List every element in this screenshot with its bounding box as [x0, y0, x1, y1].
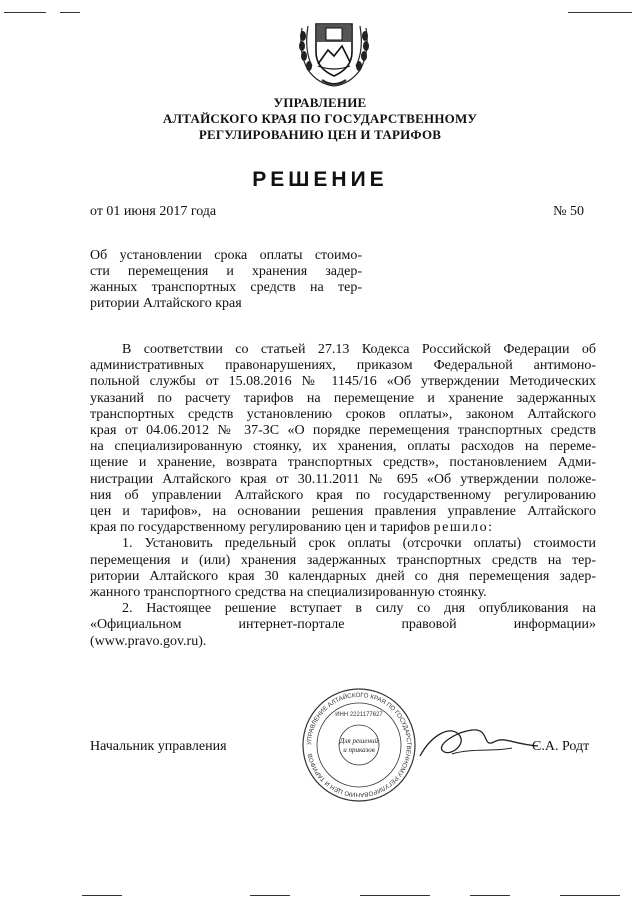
- scan-edge-mark: [82, 895, 122, 896]
- document-title: РЕШЕНИЕ: [252, 168, 388, 191]
- subject-line: ритории Алтайского края: [90, 296, 242, 311]
- scan-edge-mark: [250, 895, 290, 896]
- scan-edge-mark: [560, 895, 620, 896]
- body-line: административных правонарушениях, приказом Федеральной антимоно-: [90, 358, 596, 374]
- signer-position: Начальник управления: [90, 739, 227, 754]
- body-line: «Официальном интернет-портале правовой информации»: [90, 617, 596, 633]
- body-line: перемещения и (или) хранения задержанных транспортных средств на тер-: [90, 552, 596, 568]
- document-date: от 01 июня 2017 года: [90, 204, 217, 219]
- body-line: жанного транспортного средства на специализированную стоянку.: [90, 585, 487, 601]
- stamp-inn: ИНН 2221177627: [335, 712, 383, 718]
- scan-edge-mark: [568, 12, 632, 13]
- body-line: 1. Установить предельный срок оплаты (отсрочки оплаты) стоимости: [122, 536, 596, 552]
- scan-edge-mark: [470, 895, 510, 896]
- body-line: края от 04.06.2012 № 37-ЗС «О порядке перемещения транспортных средств: [90, 423, 596, 439]
- body-line-text: края по государственному регулированию цен и тарифов: [90, 520, 434, 536]
- scan-edge-mark: [60, 12, 80, 13]
- body-line: на специализированную стоянку, их хранения, оплаты расходов на переме-: [90, 439, 596, 455]
- body-line: цен и тарифов», на основании решения правления управление Алтайского: [90, 504, 596, 520]
- stamp-center-text: Для решений: [340, 737, 378, 745]
- document-number: № 50: [553, 204, 584, 219]
- body-line: ритории Алтайского края 30 календарных дней со дня перемещения задер-: [90, 568, 596, 584]
- body-line: транспортных средств установлению сроков оплаты», законом Алтайского: [90, 406, 596, 422]
- body-line: польной службы от 15.08.2016 № 1145/16 «Об утверждении Методических: [90, 374, 596, 390]
- signer-name: С.А. Родт: [532, 739, 590, 754]
- handwritten-signature-icon: [412, 714, 542, 774]
- subject-line: сти перемещения и хранения задер-: [90, 264, 362, 279]
- subject-line: жанных транспортных средств на тер-: [90, 280, 362, 295]
- body-line: (www.pravo.gov.ru).: [90, 633, 207, 649]
- body-line: щение и хранение, возврата транспортных средств», постановлением Адми-: [90, 455, 596, 471]
- stamp-ring-text: УПРАВЛЕНИЕ АЛТАЙСКОГО КРАЯ ПО ГОСУДАРСТВЕННОМУ РЕГУЛИРОВАНИЮ ЦЕН И ТАРИФОВ: [305, 691, 413, 799]
- stamp-center-text: и приказов: [343, 746, 375, 754]
- body-line: нистрации Алтайского края от 30.11.2011 № 695 «Об утверждении положе-: [90, 471, 596, 487]
- subject-line: Об установлении срока оплаты стоимо-: [90, 248, 362, 263]
- document-body: [90, 342, 596, 650]
- agency-name-line: АЛТАЙСКОГО КРАЯ ПО ГОСУДАРСТВЕННОМУ: [162, 111, 478, 126]
- agency-name-line: РЕГУЛИРОВАНИЮ ЦЕН И ТАРИФОВ: [198, 127, 442, 142]
- body-line: ния об управлении Алтайского края по государственному регулированию: [90, 487, 596, 503]
- body-line: [90, 520, 596, 536]
- body-line: В соответствии со статьей 27.13 Кодекса Российской Федерации об: [122, 342, 596, 357]
- scan-edge-mark: [360, 895, 430, 896]
- official-stamp-icon: [300, 686, 418, 804]
- body-line: 2. Настоящее решение вступает в силу со дня опубликования на: [122, 601, 596, 617]
- document-subject: [90, 248, 362, 312]
- scan-edge-mark: [4, 12, 46, 13]
- agency-name-line: УПРАВЛЕНИЕ: [273, 95, 367, 110]
- decided-word: решило:: [433, 520, 494, 536]
- coat-of-arms-icon: [294, 18, 374, 90]
- agency-name: [60, 95, 580, 143]
- body-line: указаний по расчету тарифов на перемещение и хранение задержанных: [90, 390, 596, 406]
